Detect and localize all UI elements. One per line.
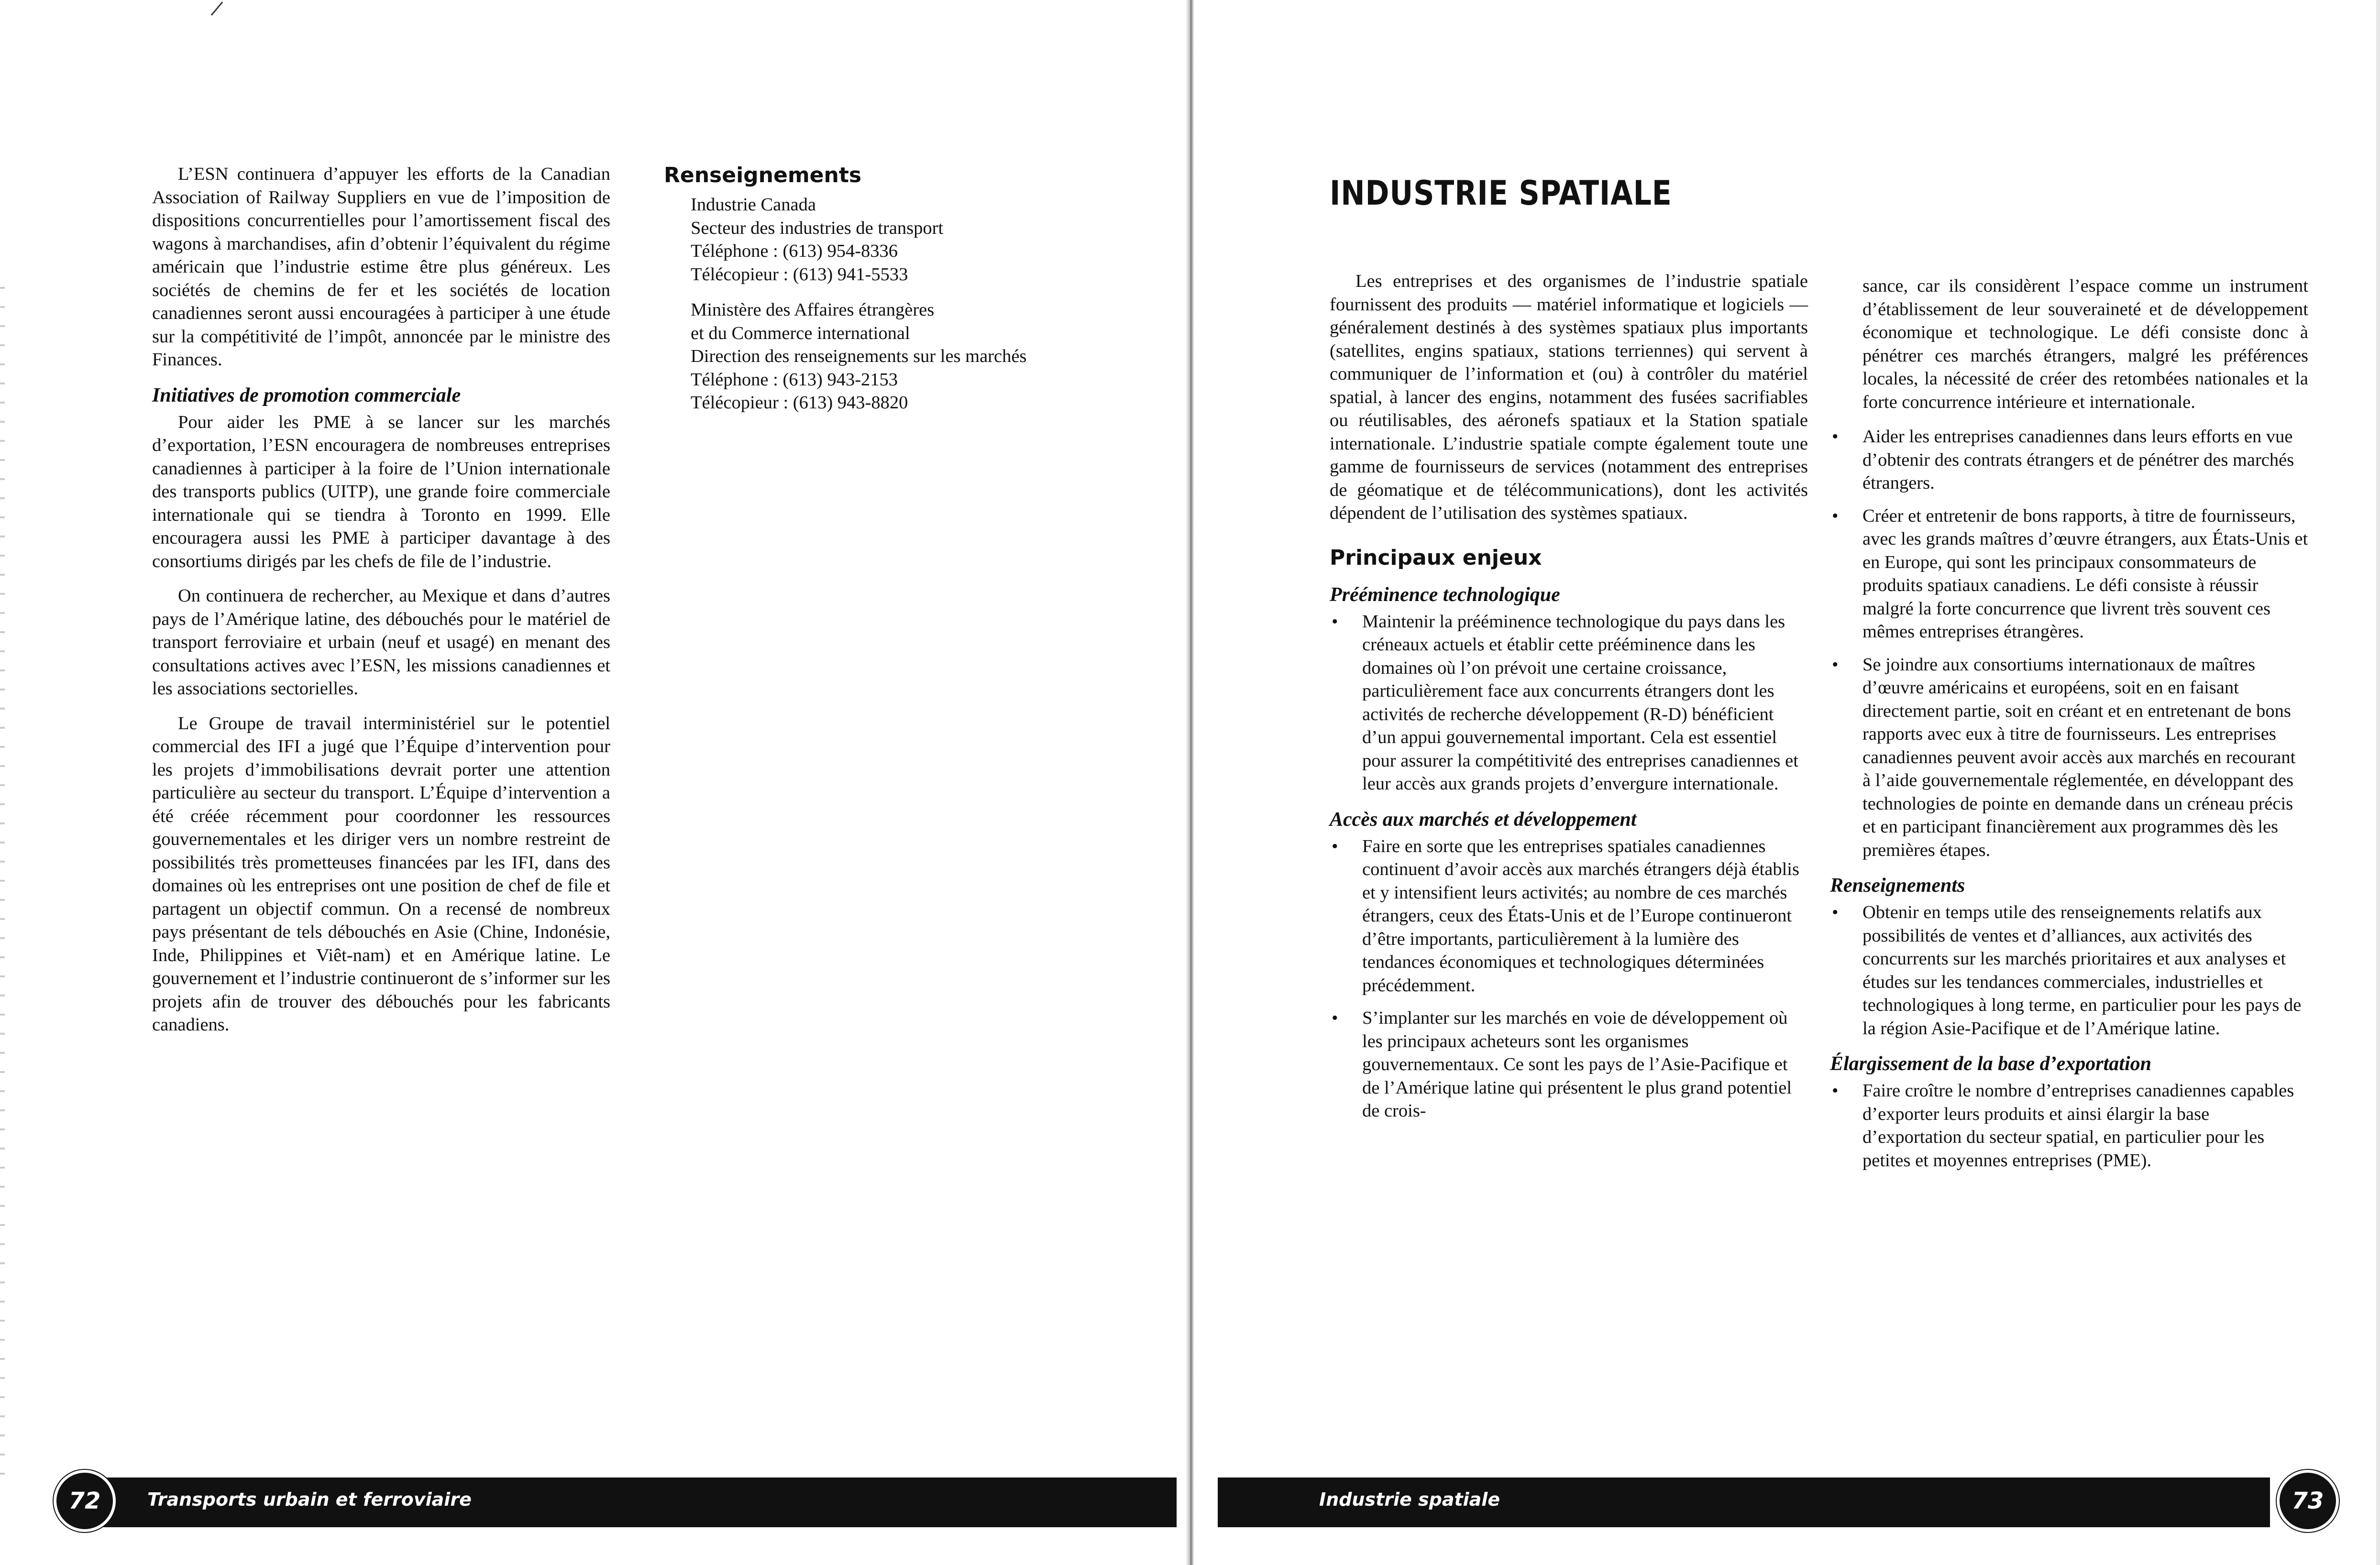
page-number: 73	[2277, 1470, 2339, 1532]
list-item	[1830, 901, 2308, 1040]
bullet-list	[1830, 901, 2308, 1040]
bullet-list	[1830, 425, 2308, 862]
list-item-text: Aider les entreprises canadiennes dans leurs efforts en vue d’obtenir des contrats étrangers et de pénétrer des marchés étrangers.	[1862, 427, 2294, 493]
page-edge-marks	[0, 287, 5, 1482]
list-item-text: Se joindre aux consortiums internationaux de maîtres d’œuvre américains et européens, soit en en faisant directement partie, soit en créant et en entretenant de bons rapports avec eux à titre de fournisseurs. Les entreprises canadiennes peuvent avoir accès aux marchés en recourant à l’aide gouvernementale réglementée, en développant des technologies de pointe en demande dans un créneau précis et en participant financièrement aux programmes dès les premières étapes.	[1862, 654, 2296, 860]
contact-block-foreign-affairs: Ministère des Affaires étrangères et du Commerce international Direction des renseignements sur les marchés Téléphone : (613) 943-2153 Télécopieur : (613) 943-8820	[691, 300, 1027, 413]
bullet-list	[1830, 1079, 2308, 1172]
list-item	[1830, 504, 2308, 644]
page-title: INDUSTRIE SPATIALE	[1330, 174, 1672, 213]
left-page	[0, 0, 1186, 1565]
paragraph-continuation: sance, car ils considèrent l’espace comme un instrument d’établissement de leur souveraineté et de développement économique et technologique. Le défi consiste donc à pénétrer ces marchés étrangers, malgré les préférences locales, la nécessité de créer des retombées nationales et la forte concurrence intérieure et internationale.	[1862, 276, 2308, 412]
contact-block-industry-canada: Industrie Canada Secteur des industries de transport Téléphone : (613) 954-8336 Télécopieur : (613) 941-5533	[691, 195, 944, 285]
bullet-icon: •	[1332, 611, 1338, 632]
list-item	[1330, 610, 1808, 796]
list-item-text: Obtenir en temps utile des renseignements relatifs aux possibilités de ventes et d’alliances, aux activités des concurrents sur les marchés prioritaires et aux analyses et études sur les tendances commerciales, industrielles et technologiques à long terme, en particulier pour les pays de la région Asie-Pacifique et de l’Amérique latine.	[1862, 902, 2302, 1039]
footer-bar	[1218, 1477, 2270, 1527]
footer-bar	[80, 1477, 1177, 1527]
list-item	[1830, 1079, 2308, 1172]
subsection-heading: Prééminence technologique	[1330, 583, 1560, 606]
bullet-icon: •	[1832, 654, 1839, 675]
section-heading: Principaux enjeux	[1330, 545, 1542, 570]
left-column-2	[664, 163, 1142, 427]
list-item	[1330, 1007, 1808, 1123]
page-edge	[2376, 0, 2380, 1565]
bullet-icon: •	[1832, 427, 1839, 447]
list-item	[1330, 835, 1808, 997]
list-item-text: Maintenir la prééminence technologique du pays dans les créneaux actuels et établir cette prééminence dans les domaines où l’on prévoit une certaine croissance, particulièrement face aux concurrents étrangers dont les activités de recherche développement (R-D) bénéficient d’un appui gouvernemental important. Cela est essentiel pour assurer la compétitivité des entreprises canadiennes et leur accès aux grands projets d’envergure internationale.	[1362, 611, 1798, 794]
section-heading: Initiatives de promotion commerciale	[152, 384, 461, 406]
scan-mark	[211, 1, 223, 16]
paragraph: L’ESN continuera d’appuyer les efforts de la Canadian Association of Railway Suppliers en vue de l’imposition de dispositions concurrentielles pour l’amortissement fiscal des wagons à marchandises, afin d’obtenir l’équivalent du régime américain que l’industrie estime être plus généreux. Les sociétés de chemins de fer et les sociétés de location canadiennes seront aussi encouragées à participer à une étude sur la compétitivité de l’impôt, annoncée par le ministre des Finances.	[152, 164, 610, 370]
page-number: 72	[54, 1470, 116, 1532]
list-item-text: Créer et entretenir de bons rapports, à titre de fournisseurs, avec les grands maîtres d’œuvre étrangers, aux États-Unis et en Europe, qui sont les principaux consommateurs de produits spatiaux canadiens. Le défi consiste à réussir malgré la forte concurrence que livrent très souvent ces mêmes entreprises étrangères.	[1862, 505, 2308, 642]
bullet-icon: •	[1832, 1081, 1839, 1101]
list-item	[1830, 425, 2308, 495]
list-item-text: Faire croître le nombre d’entreprises canadiennes capables d’exporter leurs produits et ainsi élargir la base d’exportation du secteur spatial, en particulier pour les petites et moyennes entreprises (PME).	[1862, 1081, 2294, 1171]
paragraph: Les entreprises et des organismes de l’industrie spatiale fournissent des produits — matériel informatique et logiciels — généralement destinés à des systèmes spatiaux plus importants (satellites, engins spatiaux, stations terriennes) qui servent à communiquer de l’information et (ou) à contrôler du matériel spatial, à lancer des engins, notamment des fusées sacrifiables ou réutilisables, des aéronefs spatiaux et la Station spatiale internationale. L’industrie spatiale compte également toute une gamme de fournisseurs de services (notamment des entreprises de géomatique et de télécommunications), dont les activités dépendent de l’utilisation des systèmes spatiaux.	[1330, 271, 1808, 523]
bullet-icon: •	[1832, 902, 1839, 922]
right-column-2	[1830, 274, 2308, 1182]
subsection-heading: Renseignements	[1830, 875, 1965, 897]
paragraph: On continuera de rechercher, au Mexique et dans d’autres pays de l’Amérique latine, des débouchés pour le matériel de transport ferroviaire et urbain (neuf et usagé) en menant des consultations actives avec l’ESN, les missions canadiennes et les associations sectorielles.	[152, 586, 610, 699]
subsection-heading: Élargissement de la base d’exportation	[1830, 1053, 2151, 1075]
footer-title: Industrie spatiale	[1319, 1489, 1500, 1510]
paragraph: Pour aider les PME à se lancer sur les marchés d’exportation, l’ESN encouragera de nombreuses entreprises canadiennes à participer à la foire de l’Union internationale des transports publics (UITP), une grande foire commerciale internationale qui se tiendra à Toronto en 1999. Elle encouragera aussi les PME à participer davantage à des consortiums dirigés par les chefs de file de l’industrie.	[152, 412, 610, 571]
bullet-icon: •	[1832, 505, 1839, 526]
right-column-1	[1330, 270, 1808, 1132]
bullet-icon: •	[1332, 1008, 1338, 1028]
subsection-heading: Accès aux marchés et développement	[1330, 808, 1637, 831]
right-page	[1194, 0, 2380, 1565]
list-item-text: S’implanter sur les marchés en voie de développement où les principaux acheteurs sont les organismes gouvernementaux. Ce sont les pays de l’Asie-Pacifique et de l’Amérique latine qui présentent le plus grand potentiel de crois-	[1362, 1008, 1792, 1121]
contact-heading: Renseignements	[664, 163, 862, 187]
bullet-icon: •	[1332, 836, 1338, 856]
paragraph: Le Groupe de travail interministériel sur le potentiel commercial des IFI a jugé que l’Équipe d’intervention pour les projets d’immobilisations devrait porter une attention particulière au secteur du transport. L’Équipe d’intervention a été créée récemment pour coordonner les ressources gouvernementales et les diriger vers un nombre restreint de possibilités très prometteuses financées par les IFI, dans des domaines où les entreprises ont une position de chef de file et partagent un objectif commun. On a recensé de nombreux pays présentant de tels débouchés en Asie (Chine, Indonésie, Inde, Philippines et Viêt-nam) et en Amérique latine. Le gouvernement et l’industrie continueront de s’informer sur les projets afin de trouver des débouchés pour les fabricants canadiens.	[152, 713, 610, 1035]
left-column-1	[152, 163, 610, 1048]
footer-title: Transports urbain et ferroviaire	[147, 1489, 472, 1510]
bullet-list	[1330, 610, 1808, 796]
list-item-text: Faire en sorte que les entreprises spatiales canadiennes continuent d’avoir accès aux marchés étrangers déjà établis et y intensifient leurs activités; au nombre de ces marchés étrangers, ceux des États-Unis et de l’Europe continueront d’être importants, particulièrement à la lumière des tendances économiques et technologiques déterminées précédemment.	[1362, 836, 1799, 996]
list-item	[1830, 653, 2308, 862]
bullet-list	[1330, 835, 1808, 1123]
